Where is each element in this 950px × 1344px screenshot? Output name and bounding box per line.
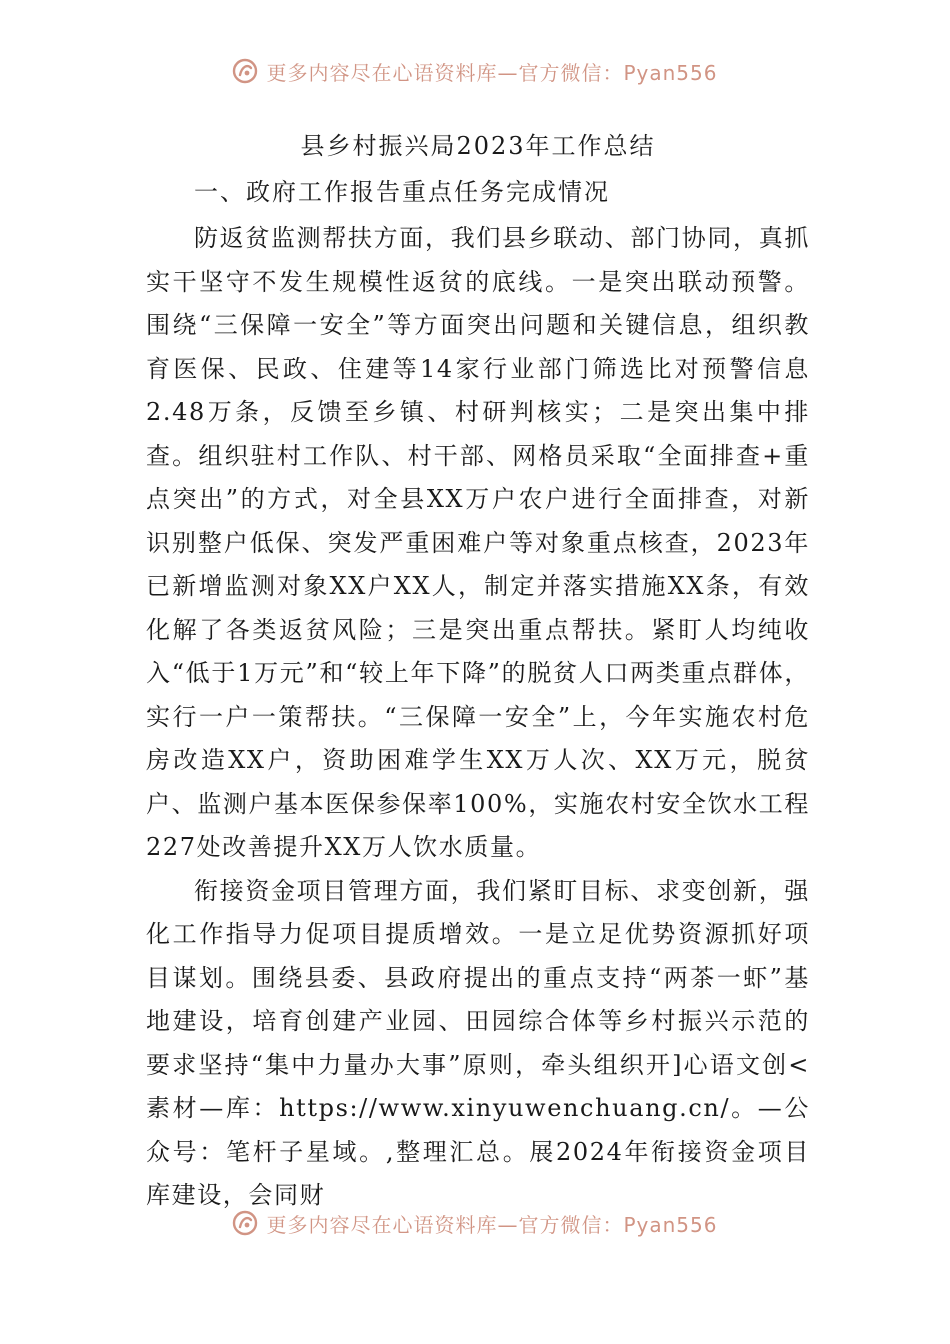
watermark-text: 更多内容尽在心语资料库—官方微信：Pyan556 bbox=[266, 60, 718, 85]
watermark-logo-icon bbox=[232, 58, 258, 84]
paragraph-1: 防返贫监测帮扶方面，我们县乡联动、部门协同，真抓实干坚守不发生规模性返贫的底线。一是突出联动预警。围绕“三保障一安全”等方面突出问题和关键信息，组织教育医保、民政、住建等14家行业部门筛选比对预警信息2.48万条，反馈至乡镇、村研判核实；二是突出集中排查。组织驻村工作队、村干部、网格员采取“全面排查+重点突出”的方式，对全县XX万户农户进行全面排查，对新识别整户低保、突发严重困难户等对象重点核查，2023年已新增监测对象XX户XX人，制定并落实措施XX条，有效化解了各类返贫风险；三是突出重点帮扶。紧盯人均纯收入“低于1万元”和“较上年下降”的脱贫人口两类重点群体，实行一户一策帮扶。“三保障一安全”上，今年实施农村危房改造XX户，资助困难学生XX万人次、XX万元，脱贫户、监测户基本医保参保率100%，实施农村安全饮水工程227处改善提升XX万人饮水质量。 bbox=[146, 224, 810, 861]
watermark-text: 更多内容尽在心语资料库—官方微信：Pyan556 bbox=[266, 1212, 718, 1237]
watermark-logo-icon bbox=[232, 1210, 258, 1236]
document-body bbox=[146, 126, 810, 1218]
footer-watermark bbox=[0, 1206, 950, 1240]
document-title: 县乡村振兴局2023年工作总结 bbox=[300, 132, 656, 160]
paragraph-2: 衔接资金项目管理方面，我们紧盯目标、求变创新，强化工作指导力促项目提质增效。一是立足优势资源抓好项目谋划。围绕县委、县政府提出的重点支持“两茶一虾”基地建设，培育创建产业园、田园综合体等乡村振兴示范的要求坚持“集中力量办大事”原则，牵头组织开]心语文创<素材—库：https://www.xinyuwenchuang.cn/。—公众号：笔杆子星域。,整理汇总。展2024年衔接资金项目库建设，会同财 bbox=[146, 876, 810, 1209]
header-watermark bbox=[0, 54, 950, 88]
watermark-content bbox=[232, 57, 717, 86]
watermark-content bbox=[232, 1209, 717, 1238]
section-heading: 一、政府工作报告重点任务完成情况 bbox=[194, 178, 610, 206]
